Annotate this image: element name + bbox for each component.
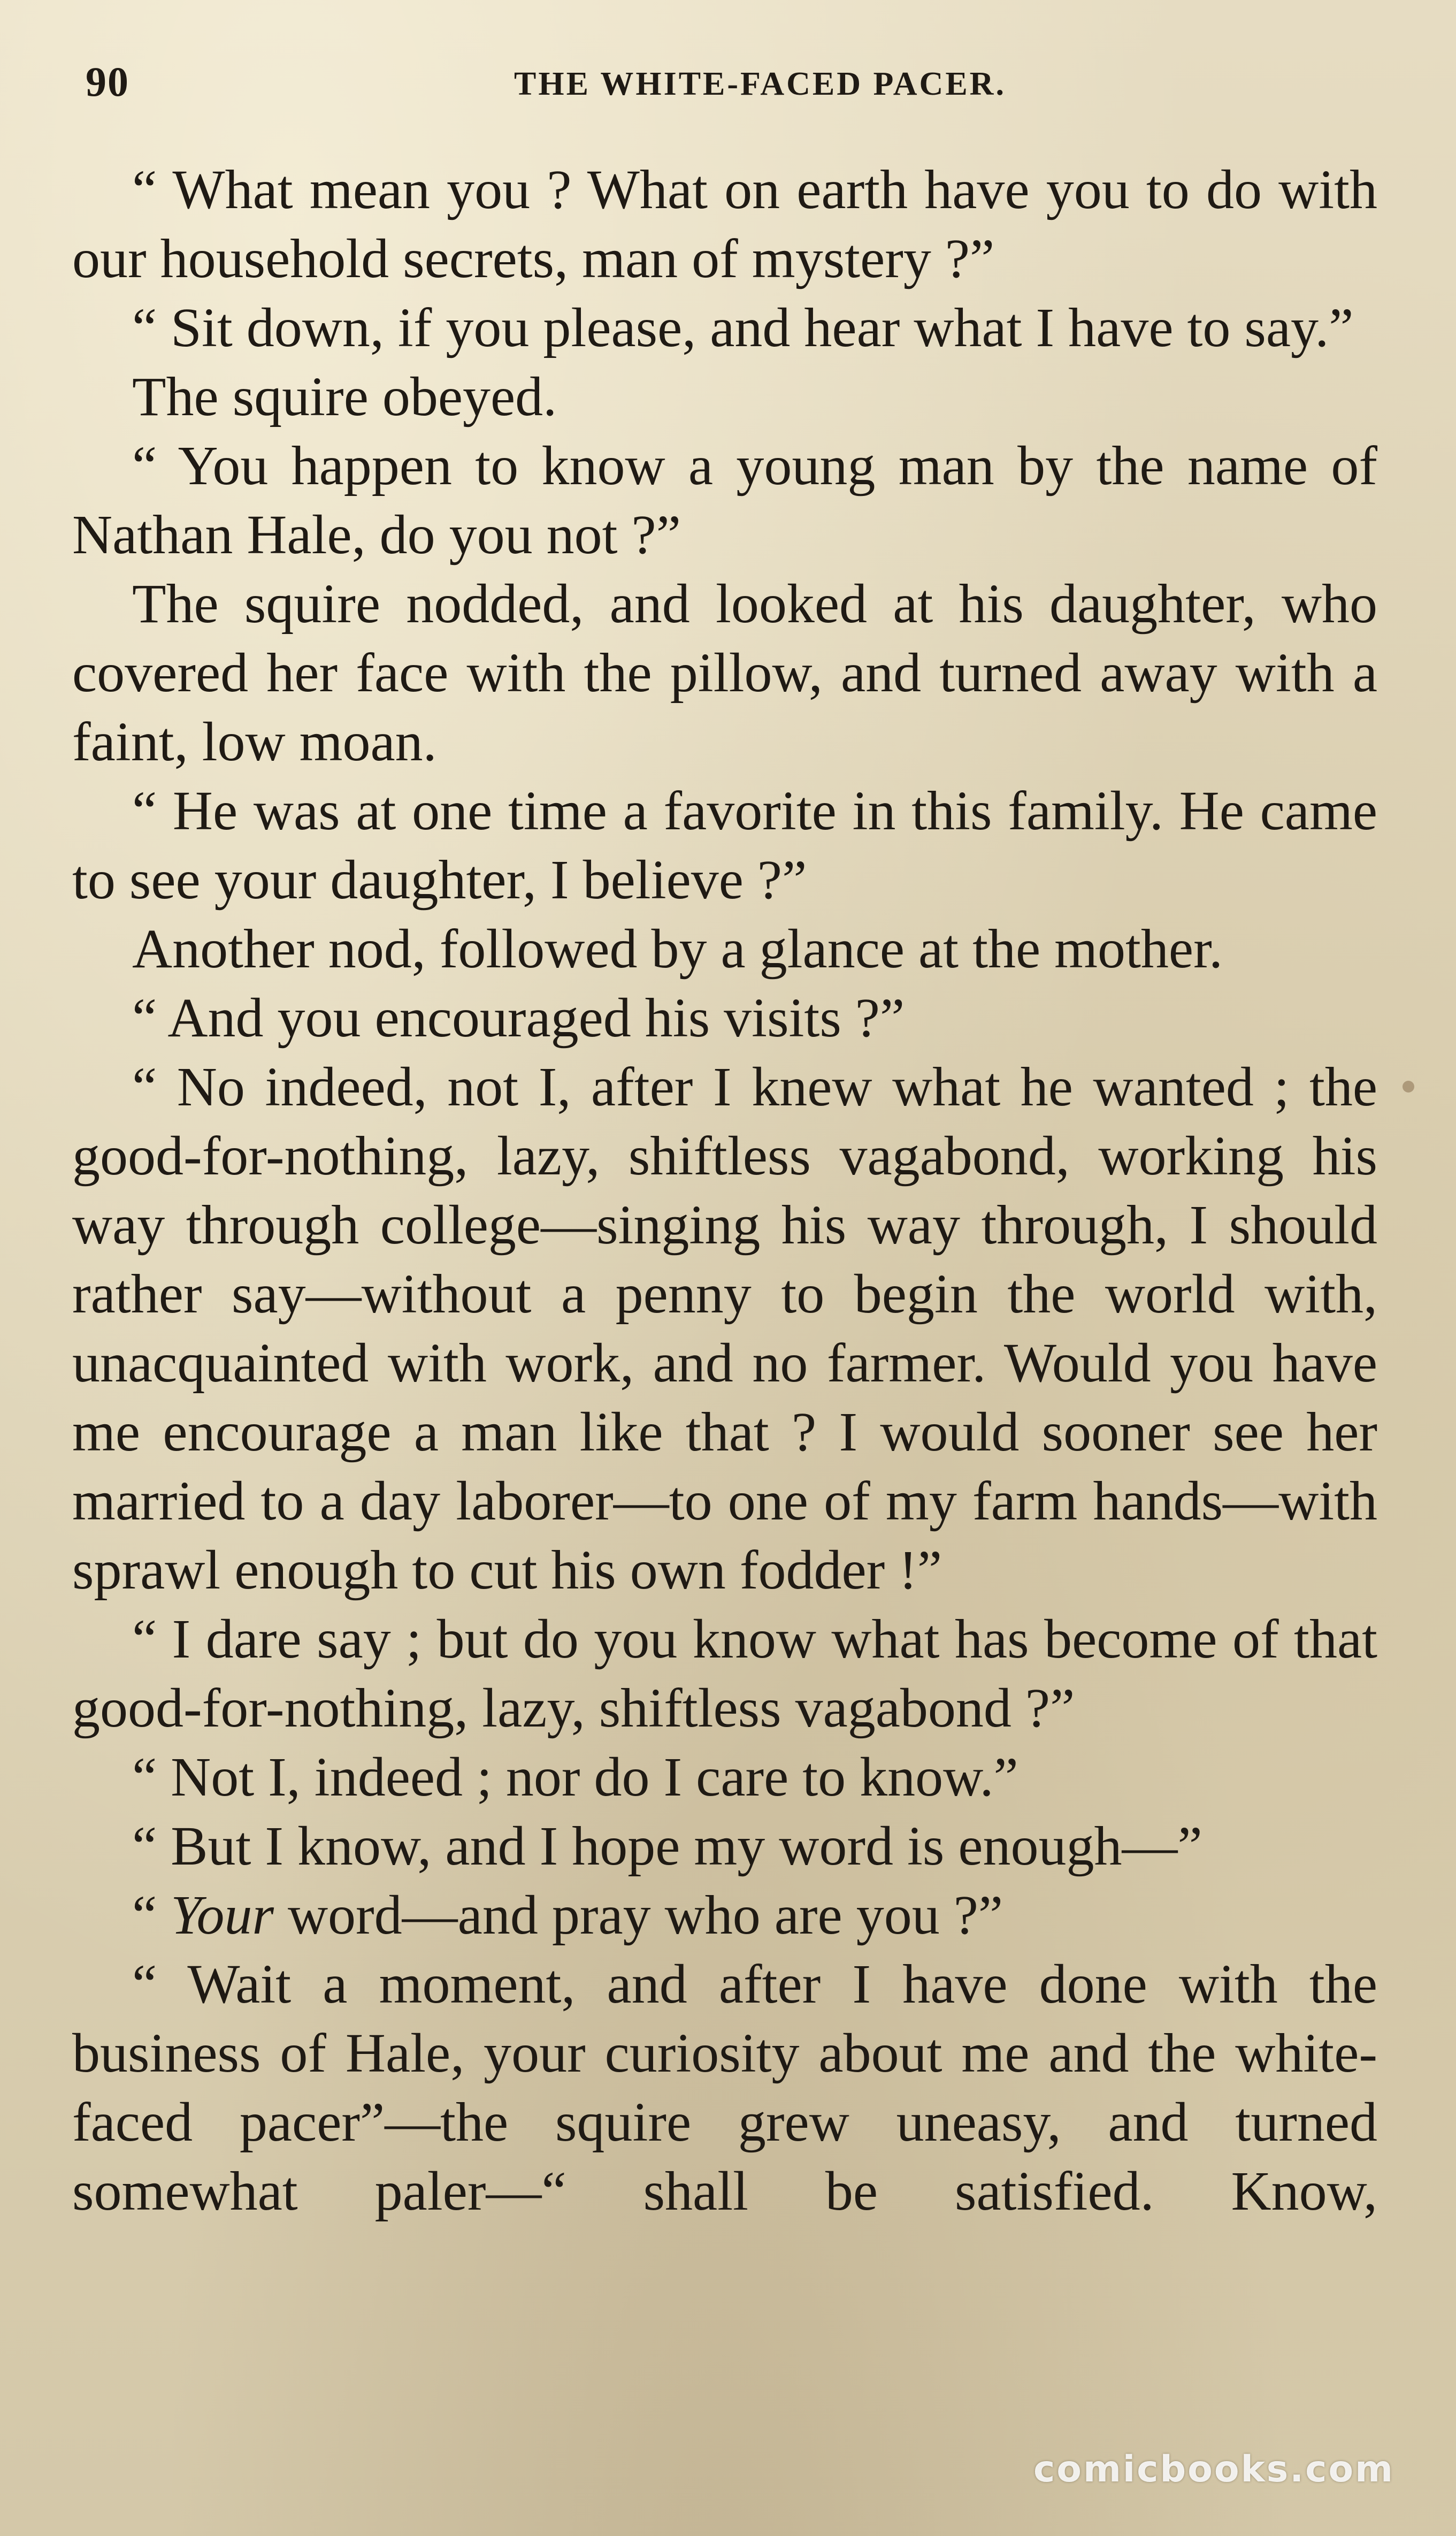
page-number: 90 xyxy=(86,58,129,105)
paragraph: The squire obeyed. xyxy=(132,366,557,427)
paragraph-rest: word—and pray who are you ?” xyxy=(273,1884,1003,1946)
paragraph: “ What mean you ? What on earth have you to do with our household secrets, man of mystery ?” xyxy=(72,159,1377,289)
emphasized-word: Your xyxy=(171,1884,274,1946)
paragraph: “ And you encouraged his visits ?” xyxy=(132,987,905,1049)
watermark: comicbooks.com xyxy=(1033,2448,1394,2491)
body-text xyxy=(72,155,1377,2226)
paragraph: Another nod, followed by a glance at the mother. xyxy=(132,918,1223,980)
paragraph: “ You happen to know a young man by the name of Nathan Hale, do you not ?” xyxy=(72,435,1377,566)
paragraph: “ Not I, indeed ; nor do I care to know.” xyxy=(132,1746,1018,1808)
open-quote: “ xyxy=(132,1884,171,1946)
paragraph: “ Sit down, if you please, and hear what I have to say.” xyxy=(132,297,1354,358)
paragraph: “ I dare say ; but do you know what has become of that good-for-nothing, lazy, shiftless vagabond ?” xyxy=(72,1608,1377,1739)
paragraph: “ Wait a moment, and after I have done with the business of Hale, your curiosity about me and the white-faced pacer”—the squire grew uneasy, and turned somewhat paler—“ shall be satisfied. Know, xyxy=(72,1953,1377,2222)
foxing-spot xyxy=(1403,1081,1414,1093)
paragraph: “ No indeed, not I, after I knew what he wanted ; the good-for-nothing, lazy, shiftless vagabond, working his way through college—singing his way through, I should rather say—without a penny to begin the world with, unacquainted with work, and no farmer. Would you have me encourage a man like that ? I would sooner see her married to a day laborer—to one of my farm hands—with sprawl enough to cut his own fodder !” xyxy=(72,1056,1377,1601)
paragraph xyxy=(72,1881,1377,1950)
page-header xyxy=(86,58,1370,117)
paragraph: “ But I know, and I hope my word is enough—” xyxy=(132,1815,1202,1877)
paragraph: “ He was at one time a favorite in this family. He came to see your daughter, I believe ?” xyxy=(72,780,1377,911)
running-head: THE WHITE-FACED PACER. xyxy=(514,66,1006,102)
paragraph: The squire nodded, and looked at his daughter, who covered her face with the pillow, and turned away with a faint, low moan. xyxy=(72,573,1377,773)
